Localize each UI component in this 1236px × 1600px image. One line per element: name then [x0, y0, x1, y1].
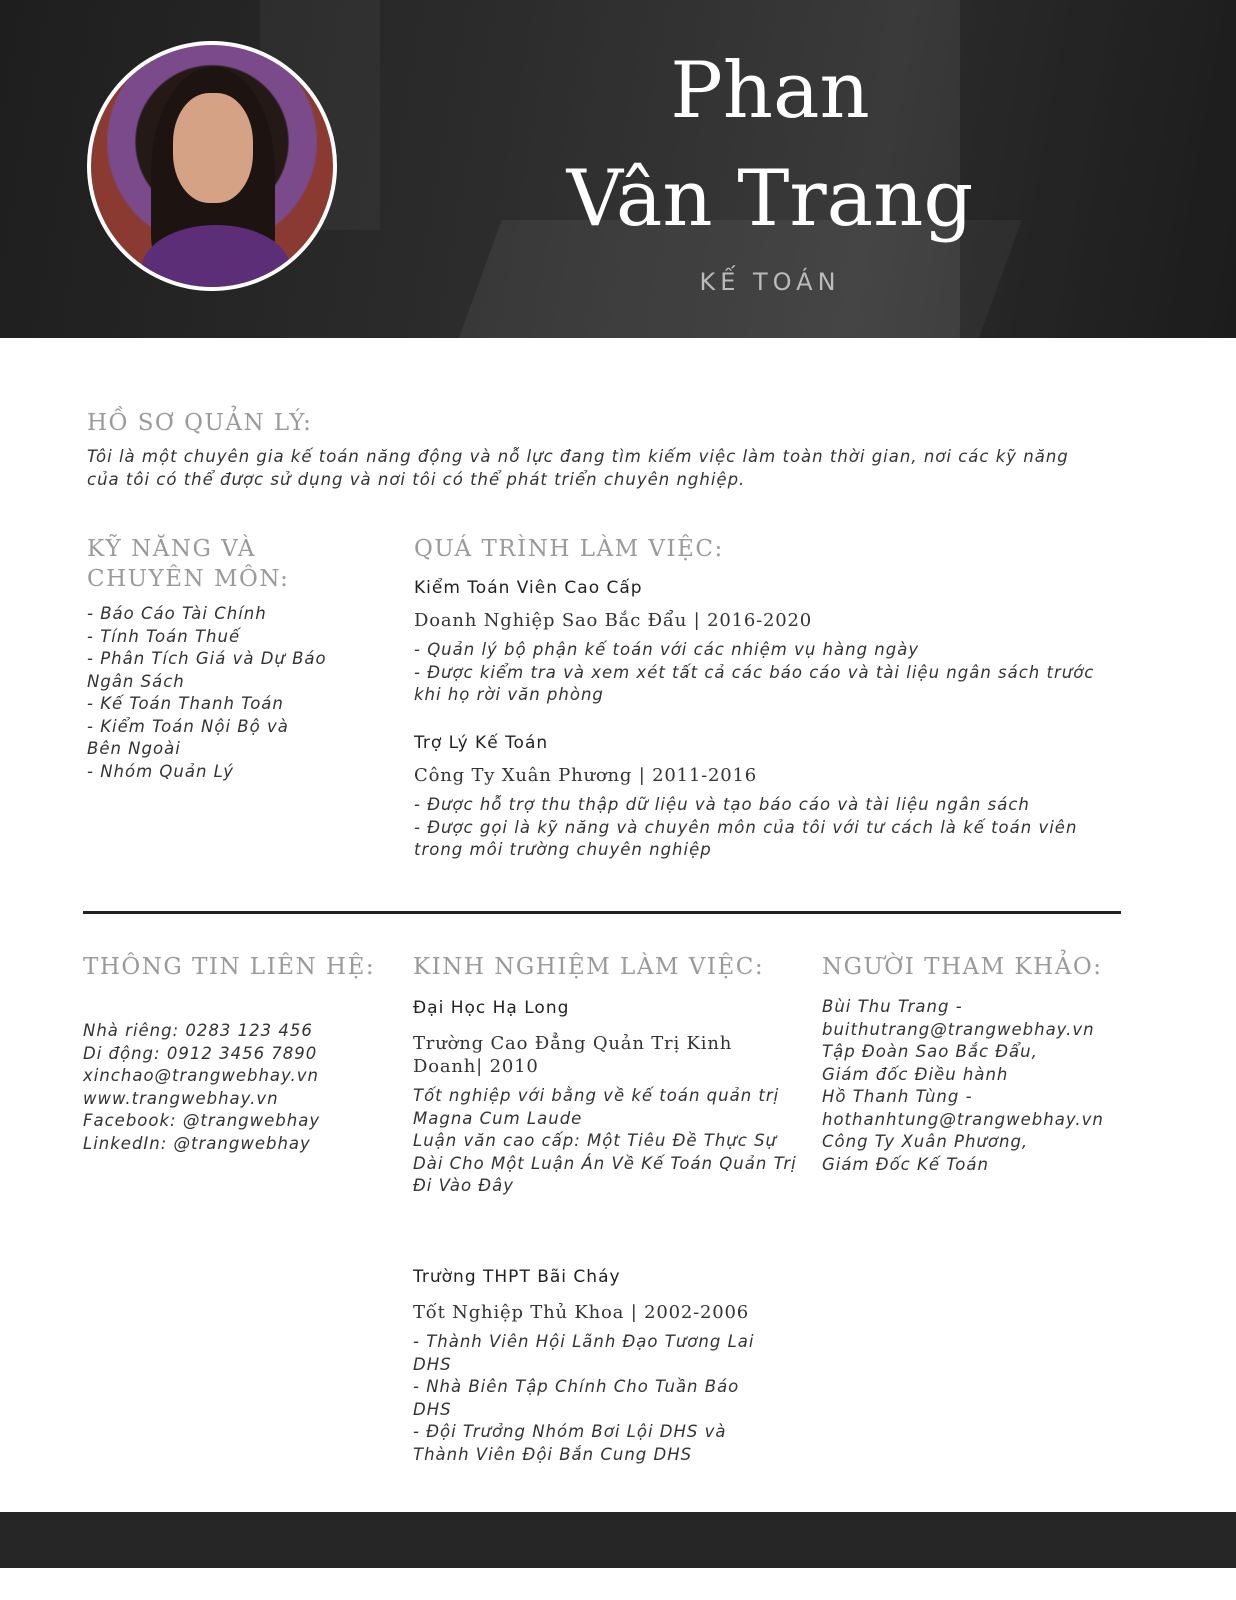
skill-item: - Kế Toán Thanh Toán	[87, 694, 284, 713]
reference-line: Bùi Thu Trang -	[822, 997, 963, 1016]
first-name: Phan	[670, 46, 870, 136]
profile-photo	[87, 41, 337, 291]
skills-heading: KỸ NĂNG VÀ	[87, 536, 256, 562]
skill-item: - Tính Toán Thuế	[87, 626, 241, 646]
contact-list	[83, 1020, 383, 1155]
contact-home-phone: Nhà riêng: 0283 123 456	[83, 1021, 313, 1040]
job-details	[414, 794, 1104, 862]
school-degree: Tốt Nghiệp Thủ Khoa | 2002-2006	[413, 1302, 750, 1323]
references-heading: NGƯỜI THAM KHẢO:	[822, 954, 1103, 980]
job-detail: - Được gọi là kỹ năng và chuyên môn của tôi với tư cách là kế toán viên trong môi trường chuyên nghiệp	[414, 817, 1078, 859]
school-degree: Trường Cao Đẳng Quản Trị Kinh Doanh| 2010	[413, 1033, 733, 1077]
section-divider	[83, 911, 1121, 914]
skill-item: - Kiểm Toán Nội Bộ và Bên Ngoài	[87, 716, 289, 758]
footer-bar	[0, 1512, 1236, 1568]
school-name: Đại Học Hạ Long	[413, 998, 570, 1018]
skill-item: - Báo Cáo Tài Chính	[87, 604, 267, 623]
contact-heading: THÔNG TIN LIÊN HỆ:	[83, 954, 376, 980]
school-details: - Thành Viên Hội Lãnh Đạo Tương Lai DHS - Nhà Biên Tập Chính Cho Tuần Báo DHS - Đội Trưởng Nhóm Bơi Lội DHS và Thành Viên Đội Bắn Cung DHS	[413, 1332, 755, 1464]
reference-line: Hồ Thanh Tùng -	[822, 1087, 973, 1106]
skill-item: - Phân Tích Giá và Dự Báo Ngân Sách	[87, 649, 327, 691]
job-detail: - Được hỗ trợ thu thập dữ liệu và tạo báo cáo và tài liệu ngân sách	[414, 795, 1030, 814]
job-detail: - Quản lý bộ phận kế toán với các nhiệm vụ hàng ngày	[414, 640, 920, 659]
job-company: Công Ty Xuân Phương | 2011-2016	[414, 765, 758, 786]
contact-website[interactable]: www.trangwebhay.vn	[83, 1088, 279, 1108]
profile-text: Tôi là một chuyên gia kế toán năng động và nỗ lực đang tìm kiếm việc làm toàn thời gian, nơi các kỹ năng của tôi có thể được sử dụng và nơi tôi có thể phát triển chuyên nghiệp.	[87, 447, 1069, 489]
job-company: Doanh Nghiệp Sao Bắc Đẩu | 2016-2020	[414, 610, 812, 631]
job-detail: - Được kiểm tra và xem xét tất cả các báo cáo và tài liệu ngân sách trước khi họ rời văn phòng	[414, 662, 1095, 704]
references-list	[822, 996, 1142, 1176]
skill-item: - Nhóm Quản Lý	[87, 761, 235, 781]
contact-mobile: Di động: 0912 3456 7890	[83, 1043, 318, 1063]
reference-line: Giám Đốc Kế Toán	[822, 1154, 989, 1174]
contact-facebook: Facebook: @trangwebhay	[83, 1111, 321, 1130]
job-position: Trợ Lý Kế Toán	[414, 733, 549, 753]
job-position: Kiểm Toán Viên Cao Cấp	[414, 578, 643, 598]
reference-email[interactable]: buithutrang@trangwebhay.vn	[822, 1019, 1095, 1039]
reference-line: Tập Đoàn Sao Bắc Đẩu,	[822, 1042, 1038, 1061]
job-details	[414, 639, 1114, 707]
work-heading: QUÁ TRÌNH LÀM VIỆC:	[414, 536, 724, 562]
school-name: Trường THPT Bãi Cháy	[413, 1267, 621, 1287]
job-role: KẾ TOÁN	[699, 268, 841, 296]
last-name: Vân Trang	[566, 154, 974, 244]
reference-line: Giám đốc Điều hành	[822, 1064, 1009, 1084]
contact-email[interactable]: xinchao@trangwebhay.vn	[83, 1066, 319, 1085]
profile-heading: HỒ SƠ QUẢN LÝ:	[87, 410, 313, 436]
header-banner	[0, 0, 1236, 338]
skills-list	[87, 603, 347, 783]
education-heading: KINH NGHIỆM LÀM VIỆC:	[413, 954, 765, 980]
reference-email[interactable]: hothanhtung@trangwebhay.vn	[822, 1109, 1104, 1129]
skills-heading-2: CHUYÊN MÔN:	[87, 566, 290, 592]
contact-linkedin: LinkedIn: @trangwebhay	[83, 1133, 311, 1153]
reference-line: Công Ty Xuân Phương,	[822, 1132, 1029, 1151]
school-details: Tốt nghiệp với bằng về kế toán quản trị Magna Cum Laude Luận văn cao cấp: Một Tiêu Đề Thực Sự Dài Cho Một Luận Án Về Kế Toán Quản Trị Đi Vào Đây	[413, 1086, 797, 1195]
